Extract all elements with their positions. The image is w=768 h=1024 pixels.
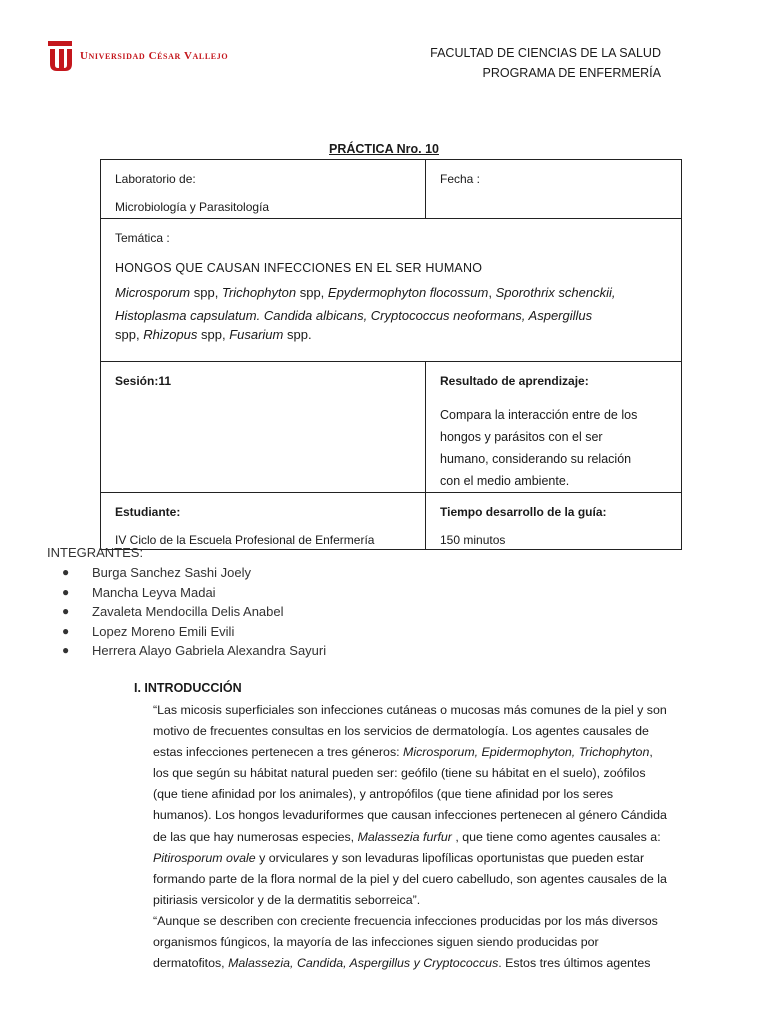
bullet-icon: ● bbox=[62, 623, 70, 638]
outcome-text: Compara la interacción entre de los hongos y parásitos con el ser humano, considerando su relación con el medio ambiente. bbox=[440, 408, 638, 488]
introduction-body bbox=[153, 700, 669, 974]
species-line-1: Microsporum spp, Trichophyton spp, Epydermophyton flocossum, Sporothrix schenckii, bbox=[115, 285, 616, 300]
student-cell bbox=[101, 493, 426, 550]
bullet-icon: ● bbox=[62, 643, 70, 658]
lab-label: Laboratorio de: bbox=[115, 172, 196, 186]
practice-info-table bbox=[100, 159, 682, 550]
ucv-logo-icon bbox=[46, 39, 74, 73]
topic-title: HONGOS QUE CAUSAN INFECCIONES EN EL SER HUMANO bbox=[115, 261, 483, 275]
intro-paragraph-1: “Las micosis superficiales son infecciones cutáneas o mucosas más comunes de la piel y son motivo de frecuentes consultas en los servicios de dermatología. Los agentes causales de estas infecciones pertenecen a tres géneros: Microsporum, Epidermophyton, Trichophyton, los que según su hábitat natural pueden ser: geófilo (tiene su hábitat en el suelo), zoófilos (que tiene afinidad por los animales), y antropófilos (que tiene afinidad por los seres humanos). Los hongos levaduriformes que causan infecciones pertenecen al género Cándida de las que hay numerosas especies, Malassezia furfur , que tiene como agentes causales a: Pitirosporum ovale y orviculares y son levaduras lipofílicas oportunistas que pueden estar formando parte de la flora normal de la piel y del cuero cabelludo, son agentes causales de la pitiriasis versicolor y de la dermatitis seborreica”. bbox=[153, 703, 667, 907]
list-item: ● Herrera Alayo Gabriela Alexandra Sayuri bbox=[62, 641, 326, 661]
lab-value: Microbiología y Parasitología bbox=[115, 200, 270, 214]
bullet-icon: ● bbox=[62, 565, 70, 579]
section-heading: I. INTRODUCCIÓN bbox=[134, 681, 242, 695]
outcome-label: Resultado de aprendizaje: bbox=[440, 374, 589, 388]
members-list bbox=[62, 563, 326, 661]
members-title: INTEGRANTES: bbox=[47, 545, 144, 560]
species-line-2: Histoplasma capsulatum. Candida albicans, Cryptococcus neoformans, Aspergillus spp, Rhizopus spp, Fusarium spp. bbox=[115, 308, 593, 342]
intro-paragraph-2: “Aunque se describen con creciente frecuencia infecciones producidas por los más diversos organismos fúngicos, la mayoría de las infecciones siguen siendo producidas por dermatofitos, Malassezia, Candida, Aspergillus y Cryptococcus. Estos tres últimos agentes bbox=[153, 913, 658, 971]
time-label: Tiempo desarrollo de la guía: bbox=[440, 505, 607, 519]
program-name: PROGRAMA DE ENFERMERÍA bbox=[482, 66, 661, 80]
bullet-icon: ● bbox=[62, 604, 70, 619]
bullet-icon: ● bbox=[62, 584, 70, 599]
date-cell bbox=[426, 160, 682, 219]
practice-title: PRÁCTICA Nro. 10 bbox=[329, 142, 439, 156]
list-item: ● Burga Sanchez Sashi Joely bbox=[62, 563, 326, 583]
list-item: ● Lopez Moreno Emili Evili bbox=[62, 622, 326, 642]
topic-cell bbox=[101, 219, 682, 362]
faculty-name: FACULTAD DE CIENCIAS DE LA SALUD bbox=[430, 46, 661, 60]
outcome-cell bbox=[426, 362, 682, 493]
list-item: ● Zavaleta Mendocilla Delis Anabel bbox=[62, 602, 326, 622]
university-logo bbox=[46, 38, 228, 74]
session-label: Sesión:11 bbox=[115, 374, 172, 388]
lab-cell bbox=[101, 160, 426, 219]
list-item: ● Mancha Leyva Madai bbox=[62, 583, 326, 603]
university-name: Universidad César Vallejo bbox=[80, 50, 229, 62]
student-label: Estudiante: bbox=[115, 505, 181, 519]
time-value: 150 minutos bbox=[440, 533, 506, 547]
faculty-header bbox=[430, 43, 661, 83]
topic-label: Temática : bbox=[115, 231, 170, 245]
time-cell bbox=[426, 493, 682, 550]
session-cell bbox=[101, 362, 426, 493]
student-value: IV Ciclo de la Escuela Profesional de Enfermería bbox=[115, 533, 375, 547]
date-label: Fecha : bbox=[440, 172, 481, 186]
